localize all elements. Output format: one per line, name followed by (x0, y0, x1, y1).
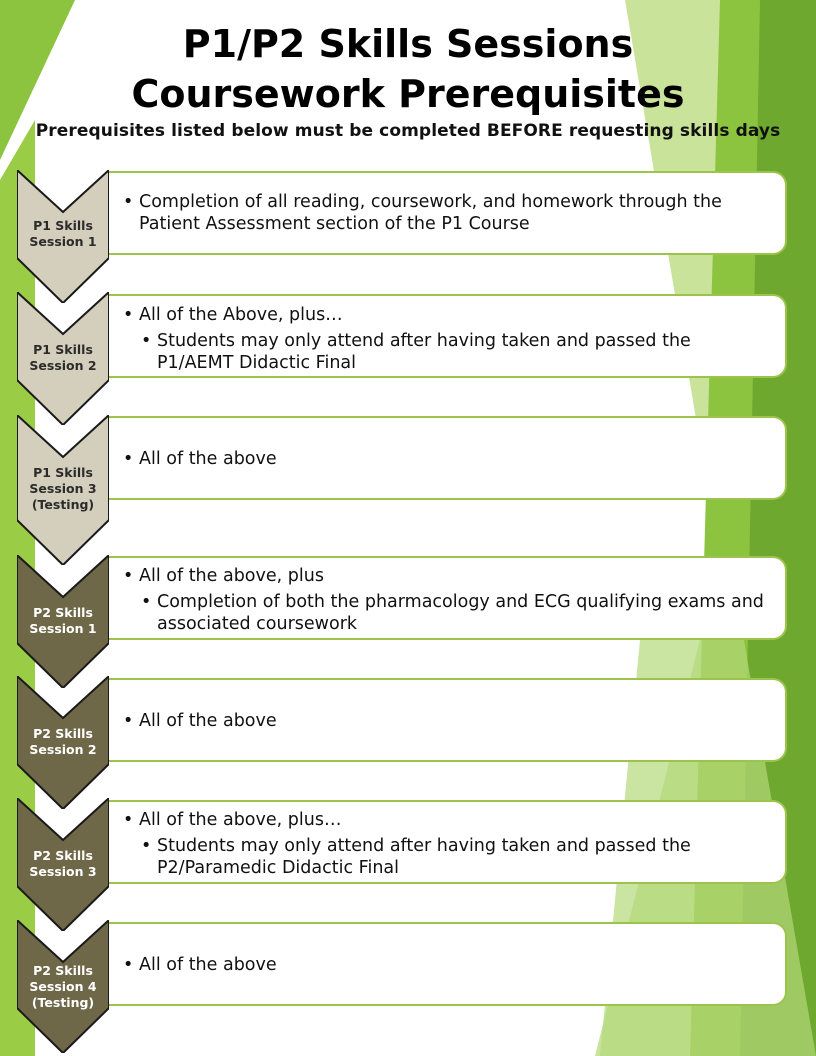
step-label-line: Session 4 (29, 979, 97, 994)
step-description-box (109, 294, 787, 378)
step-bullet: • All of the above (123, 710, 771, 732)
step-chevron (17, 555, 109, 688)
step-sub-bullet: • Students may only attend after having taken and passed the P1/AEMT Didactic Final (141, 330, 771, 374)
step-label-line: P1 Skills (33, 218, 93, 233)
step-label-line: Session 1 (29, 234, 97, 249)
step-label-line: (Testing) (31, 497, 95, 512)
step-label-line: Session 2 (29, 358, 97, 373)
step-description-box (109, 171, 787, 255)
step-bullet: • All of the above, plus (123, 565, 771, 587)
step-chevron (17, 170, 109, 303)
step-label-line: P2 Skills (33, 726, 93, 741)
step-bullet: • All of the Above, plus… (123, 304, 771, 326)
step-label-line: Session 3 (29, 864, 97, 879)
step-label-line: P2 Skills (33, 848, 93, 863)
step-description-box (109, 922, 787, 1006)
step-label-line: Session 2 (29, 742, 97, 757)
step-description-box (109, 678, 787, 762)
step-label-line: Session 1 (29, 621, 97, 636)
step-chevron (17, 676, 109, 809)
step-description-box (109, 800, 787, 884)
step-label-line: P1 Skills (33, 342, 93, 357)
step-chevron (17, 415, 109, 548)
step-bullet: • All of the above (123, 448, 771, 470)
step-description-box (109, 416, 787, 500)
step-sub-bullet: • Students may only attend after having taken and passed the P2/Paramedic Didactic Final (141, 835, 771, 879)
step-label-line: P1 Skills (33, 465, 93, 480)
step-label-line: P2 Skills (33, 963, 93, 978)
step-bullet: • All of the above, plus… (123, 809, 771, 831)
step-label-line: P2 Skills (33, 605, 93, 620)
step-chevron (17, 920, 109, 1053)
step-label-line: (Testing) (31, 995, 95, 1010)
page-title-line-2: Coursework Prerequisites (131, 72, 685, 116)
page-title-line-1: P1/P2 Skills Sessions (182, 22, 634, 66)
page-subtitle: Prerequisites listed below must be completed BEFORE requesting skills days (35, 121, 781, 141)
step-bullet: • Completion of all reading, coursework, and homework through the Patient Assessment section of the P1 Course (123, 191, 771, 235)
step-chevron (17, 798, 109, 931)
step-label-line: Session 3 (29, 481, 97, 496)
step-chevron (17, 292, 109, 425)
step-sub-bullet: • Completion of both the pharmacology and ECG qualifying exams and associated coursework (141, 591, 771, 635)
step-bullet: • All of the above (123, 954, 771, 976)
step-description-box (109, 556, 787, 640)
